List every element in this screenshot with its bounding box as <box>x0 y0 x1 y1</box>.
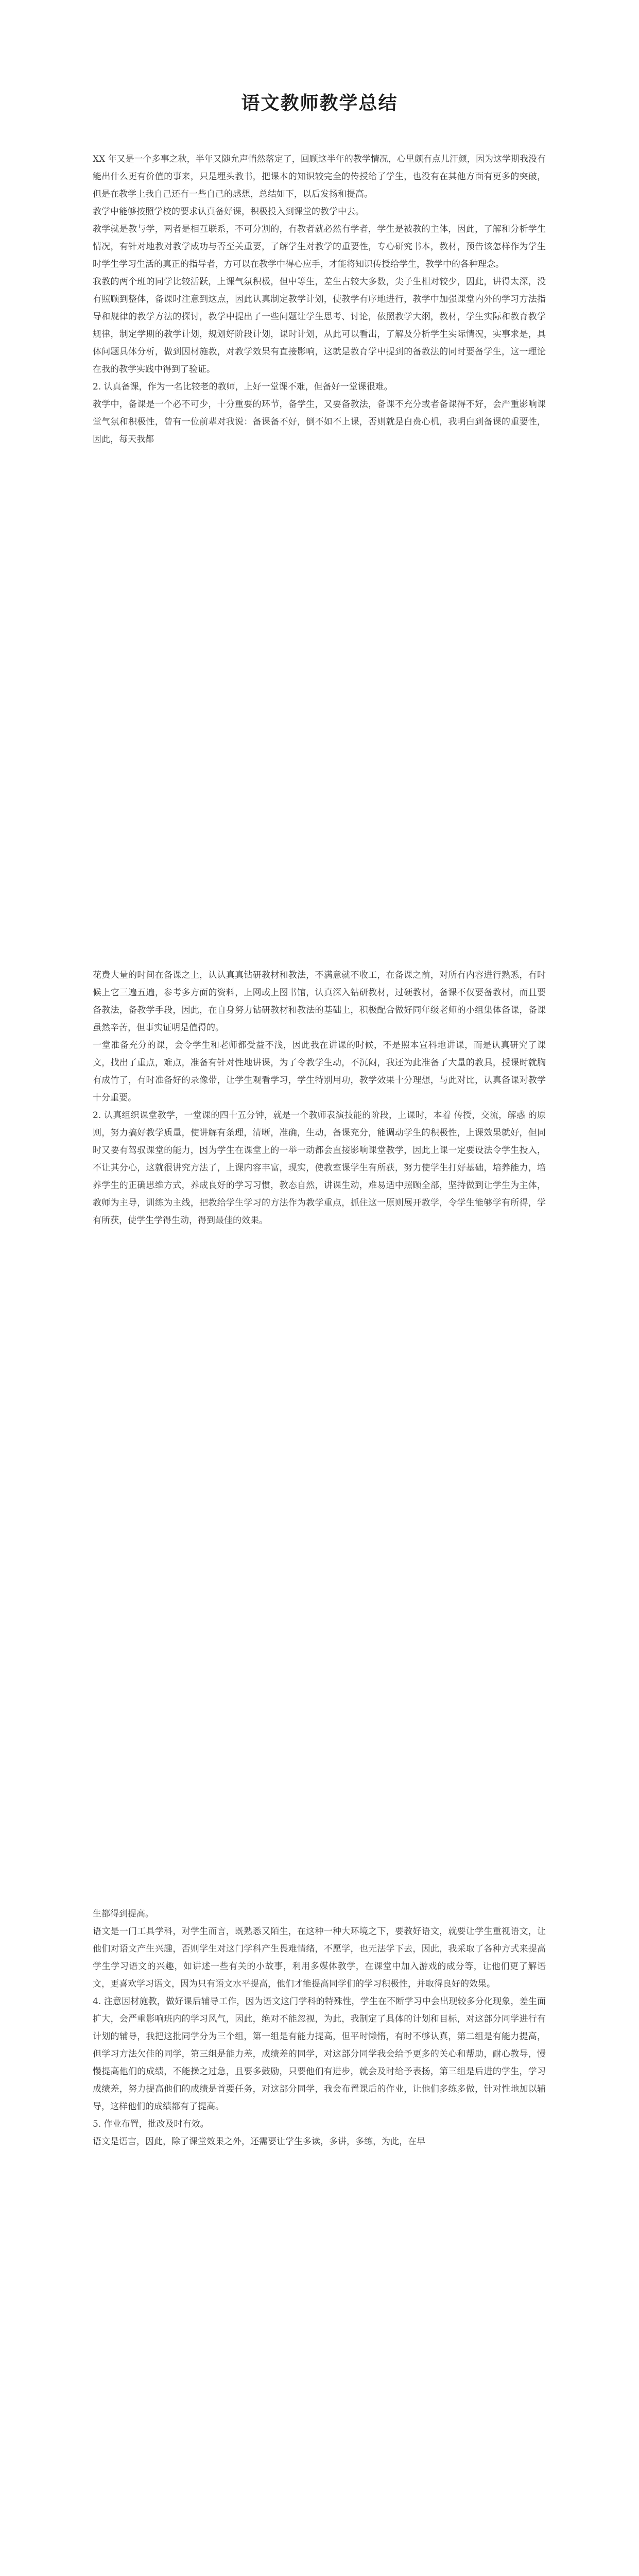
text-block <box>93 967 546 1229</box>
paragraph: 花费大量的时间在备课之上，认认真真钻研教材和教法，不满意就不收工，在备课之前，对所有内容进行熟悉，有时候上它三遍五遍，参考多方面的资料，上网或上图书馆，认真深入钻研教材，过硬教材，备课不仅要备教材，而且要备教法，备教学手段，因此，在自身努力钻研教材和教法的基础上，积极配合做好同年级老师的小组集体备课，备课虽然辛苦，但事实证明是值得的。 <box>93 970 546 1033</box>
paragraph: 一堂准备充分的课，会令学生和老师都受益不浅，因此我在讲课的时候，不是照本宣科地讲课，而是认真研究了课文，找出了重点，难点，准备有针对性地讲课，为了令教学生动，不沉闷，我还为此准备了大量的教具，授课时就胸有成竹了，有时准备好的录像带，让学生观看学习，学生特别用功，教学效果十分理想，与此对比，认真备课对教学十分重要。 <box>93 1040 546 1103</box>
paragraph: 4. 注意因材施教，做好课后辅导工作，因为语文这门学科的特殊性，学生在不断学习中会出现较多分化现象，差生面扩大，会严重影响班内的学习风气，因此，绝对不能忽视，为此，我制定了具体的计划和目标，对这部分同学进行有计划的辅导，我把这批同学分为三个组，第一组是有能力提高，但平时懒惰，有时不够认真，第二组是有能力提高，但学习方法欠佳的同学，第三组是能力差，成绩差的同学，对这部分同学我会给予更多的关心和帮助，耐心教导，慢慢提高他们的成绩，不能操之过急，且要多鼓励，只要他们有进步，就会及时给予表扬，第三组是后进的学生，学习成绩差，努力提高他们的成绩是首要任务，对这部分同学，我会布置课后的作业，让他们多练多做，针对性地加以辅导，这样他们的成绩都有了提高。 <box>93 1996 546 2112</box>
paragraph: 生都得到提高。 <box>93 1909 154 1919</box>
paragraph: 我教的两个班的同学比较活跃，上课气氛积极，但中等生，差生占较大多数，尖子生相对较少，因此，讲得太深，没有照顾到整体，备课时注意到这点，因此认真制定教学计划，使教学有序地进行，教学中加强课堂内外的学习方法指导和规律的教学方法的探讨，教学中提出了一些问题让学生思考、讨论，依照教学大纲，教材，学生实际和教育教学规律，制定学期的教学计划，规划好阶段计划，课时计划，从此可以看出，了解及分析学生实际情况，实事求是，具体问题具体分析，做到因材施教，对教学效果有直接影响，这就是教育学中提到的备教法的同时要备学生，这一理论在我的教学实践中得到了验证。 <box>93 277 546 375</box>
document-title: 语文教师教学总结 <box>241 92 398 114</box>
paragraph: 语文是语言，因此，除了课堂效果之外，还需要让学生多读，多讲，多练，为此，在早 <box>93 2137 425 2147</box>
paragraph: XX 年又是一个多事之秋，半年又随允声悄然落定了，回顾这半年的教学情况，心里颇有点儿汗颜，因为这学期我没有能出什么更有价值的事来，只是埋头教书，把课本的知识较完全的传授给了学生，也没有在其他方面有更多的突破，但是在教学上我自己还有一些自己的感想，总结如下，以后发扬和提高。 <box>93 154 546 199</box>
paragraph: 教学就是教与学，两者是相互联系，不可分割的，有教者就必然有学者，学生是被教的主体，因此，了解和分析学生情况，有针对地教对教学成功与否至关重要，了解学生对教学的重要性，专心研究书本，教材，预告该怎样作为学生时学生学习生活的真正的指导者，方可以在教学中得心应手，才能将知识传授给学生，教学中的各种理念。 <box>93 224 546 269</box>
paragraph: 2. 认真组织课堂教学，一堂课的四十五分钟，就是一个教师表演技能的阶段，上课时，本着 传授，交流，解惑 的原则，努力搞好教学质量，使讲解有条理，清晰，准确，生动，备课充分，能调动学生的积极性，上课效果就好，但同时又要有驾驭课堂的能力，因为学生在课堂上的一举一动都会直接影响课堂教学，因此上课一定要设法令学生投入，不让其分心，这就很讲究方法了，上课内容丰富，现实，使教室课学生有所获，努力使学生打好基础，培养能力，培养学生的正确思维方式，养成良好的学习习惯，教态自然，讲课生动，难易适中照顾全部，坚持做到让学生为主体，教师为主导，训练为主线，把教给学生学习的方法作为教学重点，抓住这一原则展开教学，令学生能够学有所得，学有所获，使学生学得生动，得到最佳的效果。 <box>93 1110 546 1226</box>
paragraph: 语文是一门工具学科，对学生而言，既熟悉又陌生，在这种一种大环境之下，要教好语文，就要让学生重视语文，让他们对语文产生兴趣，否则学生对这门学科产生畏难情绪，不愿学，也无法学下去，因此，我采取了各种方式来提高学生学习语文的兴趣，如讲述一些有关的小故事，利用多媒体教学，在课堂中加入游戏的成分等，让他们更了解语文，更喜欢学习语文，因为只有语文水平提高，他们才能提高同学们的学习积极性，并取得良好的效果。 <box>93 1926 546 1989</box>
text-block <box>93 1905 546 2150</box>
text-block <box>93 150 546 448</box>
paragraph: 教学中，备课是一个必不可少，十分重要的环节，备学生，又要备教法，备课不充分或者备课得不好，会严重影响课堂气氛和积极性，曾有一位前辈对我说：备课备不好，倒不如不上课，否则就是白费心机，我明白到备课的重要性，因此，每天我都 <box>93 399 546 445</box>
paragraph: 2. 认真备课，作为一名比较老的教师，上好一堂课不难，但备好一堂课很难。 <box>93 382 393 392</box>
paragraph: 教学中能够按照学校的要求认真备好课，积极投入到课堂的教学中去。 <box>93 207 364 217</box>
paragraph: 5. 作业布置，批改及时有效。 <box>93 2119 209 2129</box>
